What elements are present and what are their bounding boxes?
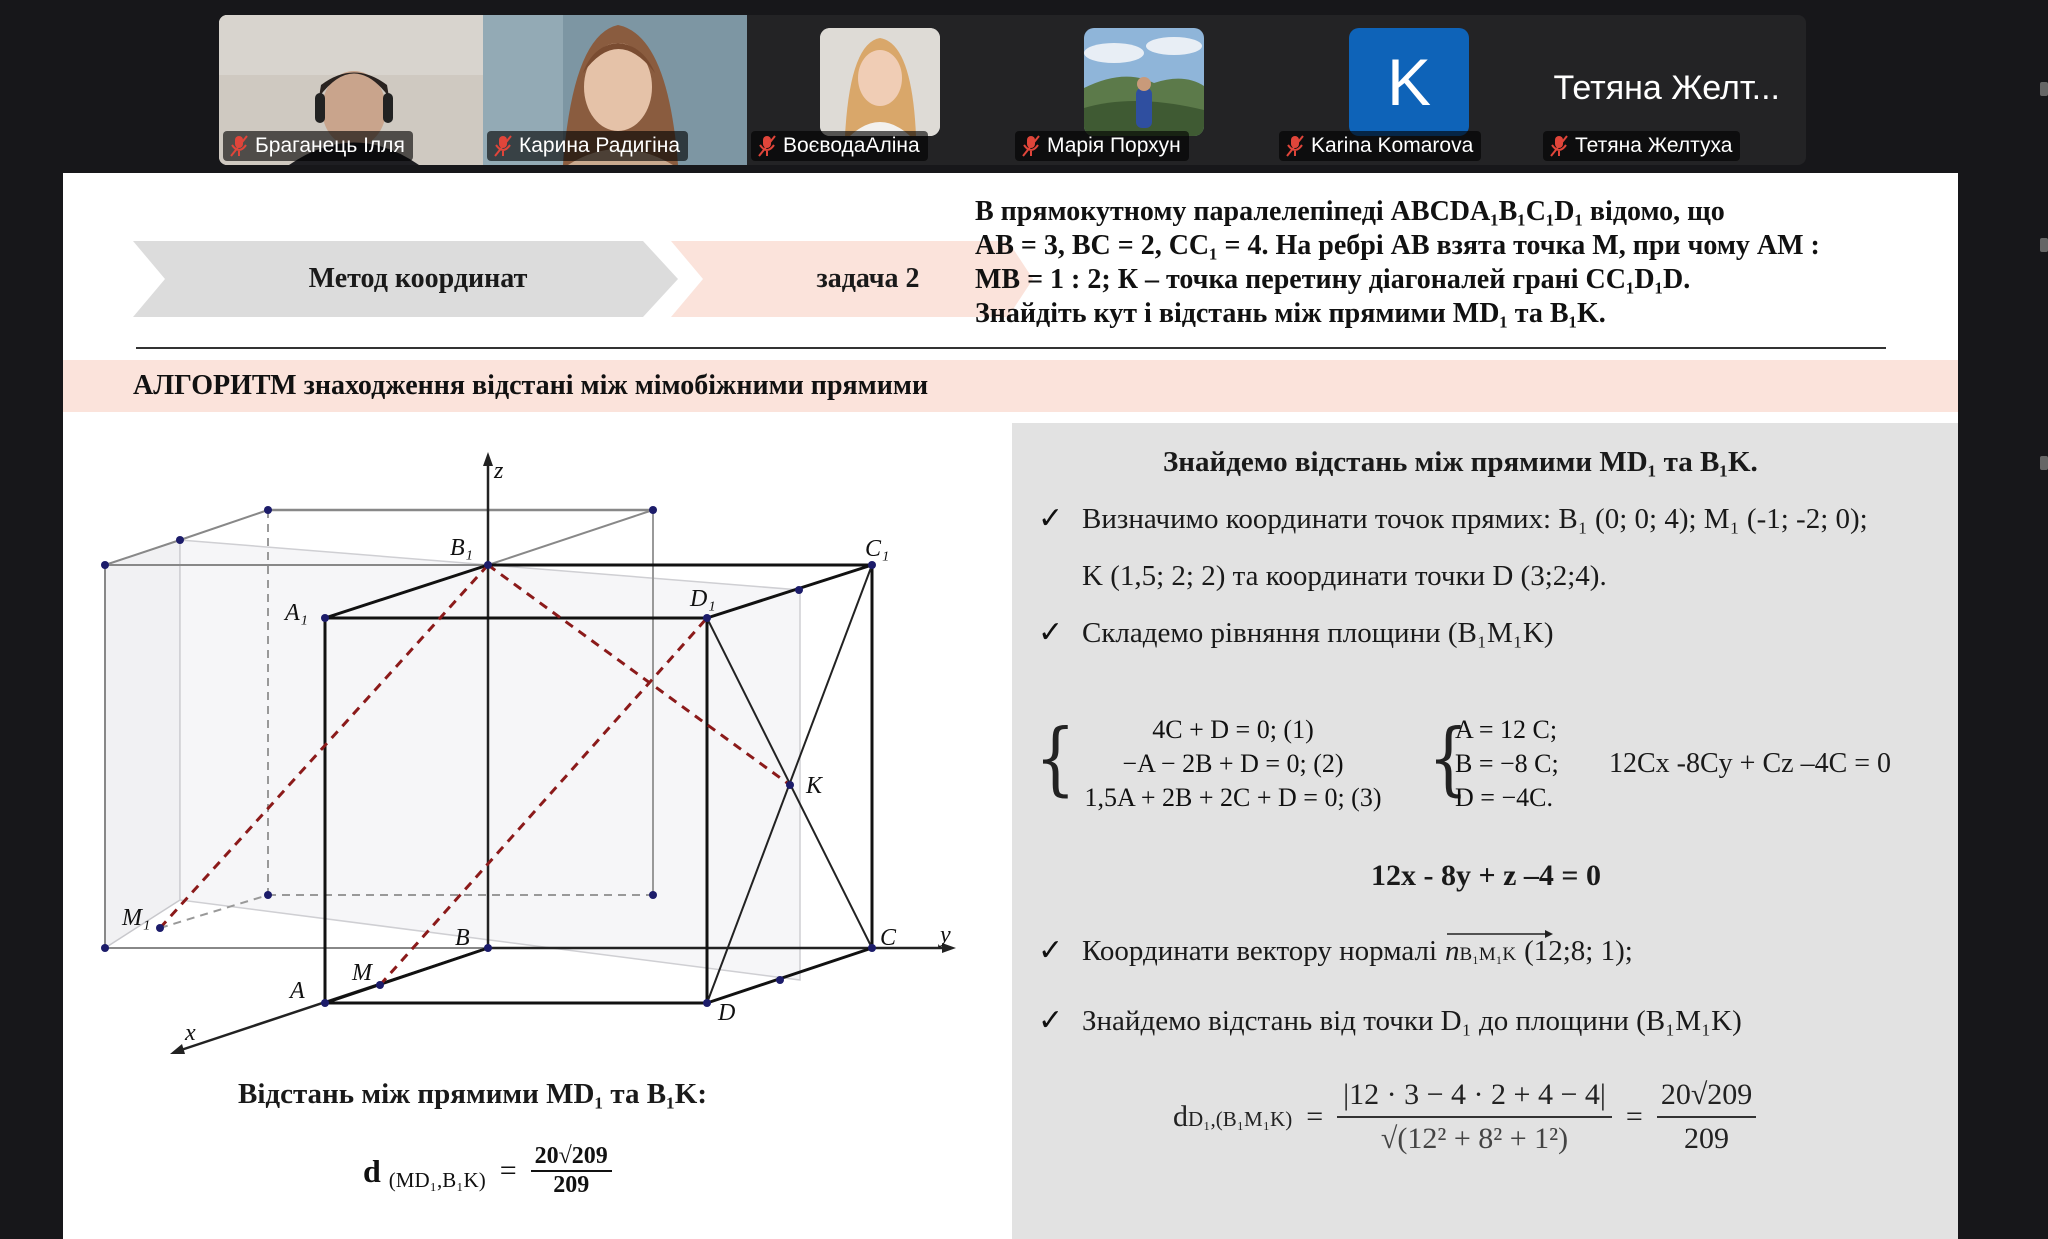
- formula-equals: =: [1625, 1100, 1643, 1133]
- participant-tile-3[interactable]: [747, 15, 1011, 165]
- point-label-d1: D₁: [690, 586, 716, 612]
- participant-strip: [219, 15, 1806, 165]
- window-edge-handle[interactable]: [2040, 456, 2048, 470]
- point-label-c: C: [880, 925, 897, 951]
- muted-mic-icon: [1549, 135, 1569, 157]
- muted-mic-icon: [493, 135, 513, 157]
- problem-line: MB = 1 : 2; К – точка перетину діагоналей грані CC₁D₁D.: [975, 264, 1691, 295]
- check-icon: ✓: [1038, 501, 1064, 536]
- problem-line: В прямокутному паралелепіпеді ABCDA₁B₁C₁D₁ відомо, що: [975, 196, 1725, 227]
- window-edge-handle[interactable]: [2040, 238, 2048, 252]
- formula-fraction: [1337, 1078, 1612, 1156]
- point-label-a: A: [290, 978, 305, 1004]
- formula-lhs-subscript: D₁,(B₁M₁K): [1188, 1107, 1293, 1131]
- point-label-c1: C₁: [865, 536, 890, 562]
- plane-general-equation: 12Cx -8Cy + Cz –4C = 0: [1609, 748, 1892, 779]
- step3-line: [1082, 935, 1633, 968]
- distance-formula: [1173, 1078, 1756, 1156]
- problem-line: AB = 3, BC = 2, CC₁ = 4. На ребрі AB взята точка M, при чому AM :: [975, 230, 1820, 261]
- system-two-row: D = −4C.: [1455, 783, 1553, 812]
- point-label-b1: B₁: [450, 535, 474, 561]
- formula-result-numerator: 20√209: [1657, 1078, 1756, 1118]
- participant-name-label: ВоєводаАліна: [783, 134, 920, 157]
- muted-mic-icon: [1285, 135, 1305, 157]
- axis-label-y: y: [940, 922, 951, 948]
- point-label-m1: M₁: [122, 905, 151, 931]
- system-two-row: A = 12 C;: [1455, 715, 1558, 744]
- participant-tile-5[interactable]: [1275, 15, 1539, 165]
- divider: [136, 347, 1886, 349]
- avatar-letter: K: [1386, 45, 1432, 119]
- system-two-row: B = −8 C;: [1455, 749, 1559, 778]
- formula-denominator: √(12² + 8² + 1²): [1380, 1122, 1569, 1155]
- formula-d: d: [1173, 1100, 1188, 1133]
- result-numerator: 20√209: [531, 1143, 612, 1172]
- point-label-k: K: [806, 773, 823, 799]
- result-d: d: [363, 1152, 381, 1189]
- vector-subscript: B₁M₁K: [1459, 944, 1517, 965]
- participant-avatar-3: [820, 28, 940, 136]
- point-label-m: M: [352, 960, 372, 986]
- step2-text: Складемо рівняння площини (B₁M₁K): [1082, 617, 1554, 649]
- check-icon: ✓: [1038, 615, 1064, 650]
- participant-name-6: [1543, 131, 1740, 161]
- step3-text: Координати вектору нормалі: [1082, 935, 1438, 967]
- normal-vector: [1445, 935, 1516, 968]
- participant-name-3: [751, 131, 928, 161]
- participant-name-5: [1279, 131, 1481, 161]
- formula-lhs: [1173, 1100, 1292, 1134]
- participant-display-name: Тетяна Желт...: [1553, 69, 1780, 107]
- step4-text: Знайдемо відстань від точки D₁ до площини (B₁M₁K): [1082, 1005, 1742, 1037]
- participant-name-label: Браганець Ілля: [255, 134, 405, 157]
- system-one-row: 4C + D = 0; (1): [1152, 715, 1314, 744]
- system-one-row: 1,5A + 2B + 2C + D = 0; (3): [1084, 783, 1382, 812]
- participant-name-2: [487, 131, 688, 161]
- system-two: [1455, 713, 1559, 815]
- participant-name-label: Тетяна Желтуха: [1575, 134, 1733, 157]
- participant-name-label: Karina Komarova: [1311, 134, 1474, 157]
- left-result: [363, 1143, 612, 1199]
- method-label: Метод координат: [308, 263, 528, 294]
- check-icon: ✓: [1038, 933, 1064, 968]
- window-edge-handle[interactable]: [2040, 82, 2048, 96]
- step1-line-a: Визначимо координати точок прямих: B₁ (0; 0; 4); M₁ (-1; -2; 0);: [1082, 503, 1868, 535]
- system-one-row: −A − 2B + D = 0; (2): [1122, 749, 1344, 778]
- point-label-b: B: [455, 925, 470, 951]
- check-icon: ✓: [1038, 1003, 1064, 1038]
- point-label-d: D: [718, 1000, 736, 1026]
- result-subscript: (MD₁,B₁K): [388, 1167, 486, 1192]
- task-label: задача 2: [816, 263, 920, 294]
- participant-tile-2[interactable]: [483, 15, 747, 165]
- problem-statement: [975, 195, 1955, 331]
- system-one: [1063, 713, 1403, 815]
- point-label-a1: A₁: [285, 600, 309, 626]
- participant-name-label: Карина Радигіна: [519, 134, 681, 157]
- brace-icon: {: [1035, 712, 1076, 806]
- algorithm-bar: [63, 360, 1958, 412]
- parallelepiped-figure: [63, 443, 993, 1063]
- muted-mic-icon: [229, 135, 249, 157]
- step1-line-b: K (1,5; 2; 2) та координати точки D (3;2;4).: [1082, 560, 1607, 592]
- axis-label-z: z: [494, 458, 504, 484]
- participant-name-4: [1015, 131, 1189, 161]
- problem-line: Знайдіть кут і відстань між прямими MD₁ та B₁K.: [975, 298, 1606, 329]
- algorithm-title: АЛГОРИТМ знаходження відстані між мімобіжними прямими: [133, 370, 929, 401]
- participant-tile-6[interactable]: [1539, 15, 1806, 165]
- brace-icon: {: [1428, 712, 1469, 806]
- muted-mic-icon: [757, 135, 777, 157]
- plane-equation: 12x - 8y + z –4 = 0: [1371, 859, 1601, 892]
- vector-arrow-icon: [1445, 929, 1555, 939]
- left-caption: Відстань між прямими MD₁ та B₁K:: [238, 1078, 707, 1110]
- participant-avatar-5: [1349, 28, 1469, 136]
- shared-slide: [63, 173, 1958, 1239]
- formula-numerator: |12 · 3 − 4 · 2 + 4 − 4|: [1337, 1078, 1612, 1118]
- participant-avatar-4: [1084, 28, 1204, 136]
- participant-name-1: [223, 131, 413, 161]
- back-left-face: [105, 540, 180, 948]
- participant-tile-1[interactable]: [219, 15, 483, 165]
- vector-symbol: n: [1445, 935, 1460, 967]
- formula-equals: =: [1306, 1100, 1324, 1133]
- panel-heading: Знайдемо відстань між прямими MD₁ та B₁K.: [1163, 446, 1758, 478]
- result-equals: =: [499, 1154, 517, 1187]
- result-denominator: 209: [553, 1172, 590, 1198]
- axis-label-x: x: [185, 1020, 196, 1046]
- formula-result: [1657, 1078, 1756, 1156]
- formula-result-denominator: 209: [1684, 1122, 1730, 1155]
- participant-tile-4[interactable]: [1011, 15, 1275, 165]
- muted-mic-icon: [1021, 135, 1041, 157]
- result-fraction: [531, 1143, 612, 1199]
- normal-coords: (12;8; 1);: [1524, 935, 1633, 967]
- participant-name-label: Марія Порхун: [1047, 134, 1181, 157]
